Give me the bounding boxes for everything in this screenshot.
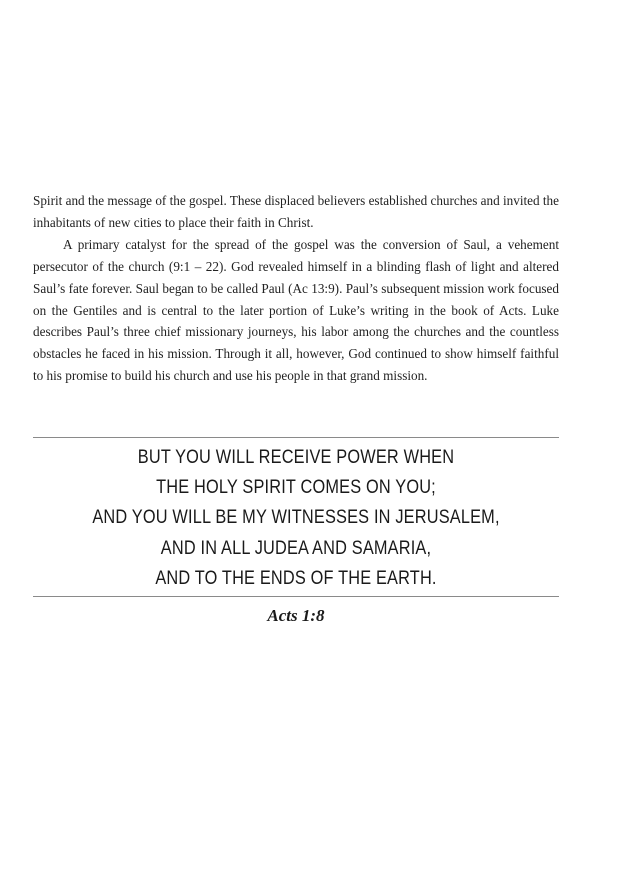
- pull-quote: [70, 443, 522, 594]
- pull-quote-line: AND YOU WILL BE MY WITNESSES IN JERUSALEM,: [92, 507, 500, 529]
- paragraph: A primary catalyst for the spread of the gospel was the conversion of Saul, a vehement persecutor of the church (9:1 – 22). God revealed himself in a blinding flash of light and altered Saul’s fate forever. Saul began to be called Paul (Ac 13:9). Paul’s subsequent mission work focused on the Gentiles and is central to the later portion of Luke’s writing in the book of Acts. Luke describes Paul’s three chief missionary journeys, his labor among the churches and the countless obstacles he faced in his mission. Through it all, however, God continued to show himself faithful to his promise to build his church and use his people in that grand mission.: [33, 236, 559, 384]
- pull-quote-line: AND IN ALL JUDEA AND SAMARIA,: [160, 537, 432, 559]
- pull-quote-line: THE HOLY SPIRIT COMES ON YOU;: [156, 477, 436, 499]
- body-text: [33, 190, 559, 387]
- pull-quote-line: AND TO THE ENDS OF THE EARTH.: [155, 567, 437, 589]
- pull-quote-citation: Acts 1:8: [267, 606, 325, 625]
- paragraph: Spirit and the message of the gospel. These displaced believers established churches and invited the inhabitants of new cities to place their faith in Christ.: [33, 193, 560, 230]
- pull-quote-top-rule: [33, 437, 559, 438]
- pull-quote-bottom-rule: [33, 596, 559, 597]
- pull-quote-line: BUT YOU WILL RECEIVE POWER WHEN: [137, 447, 455, 468]
